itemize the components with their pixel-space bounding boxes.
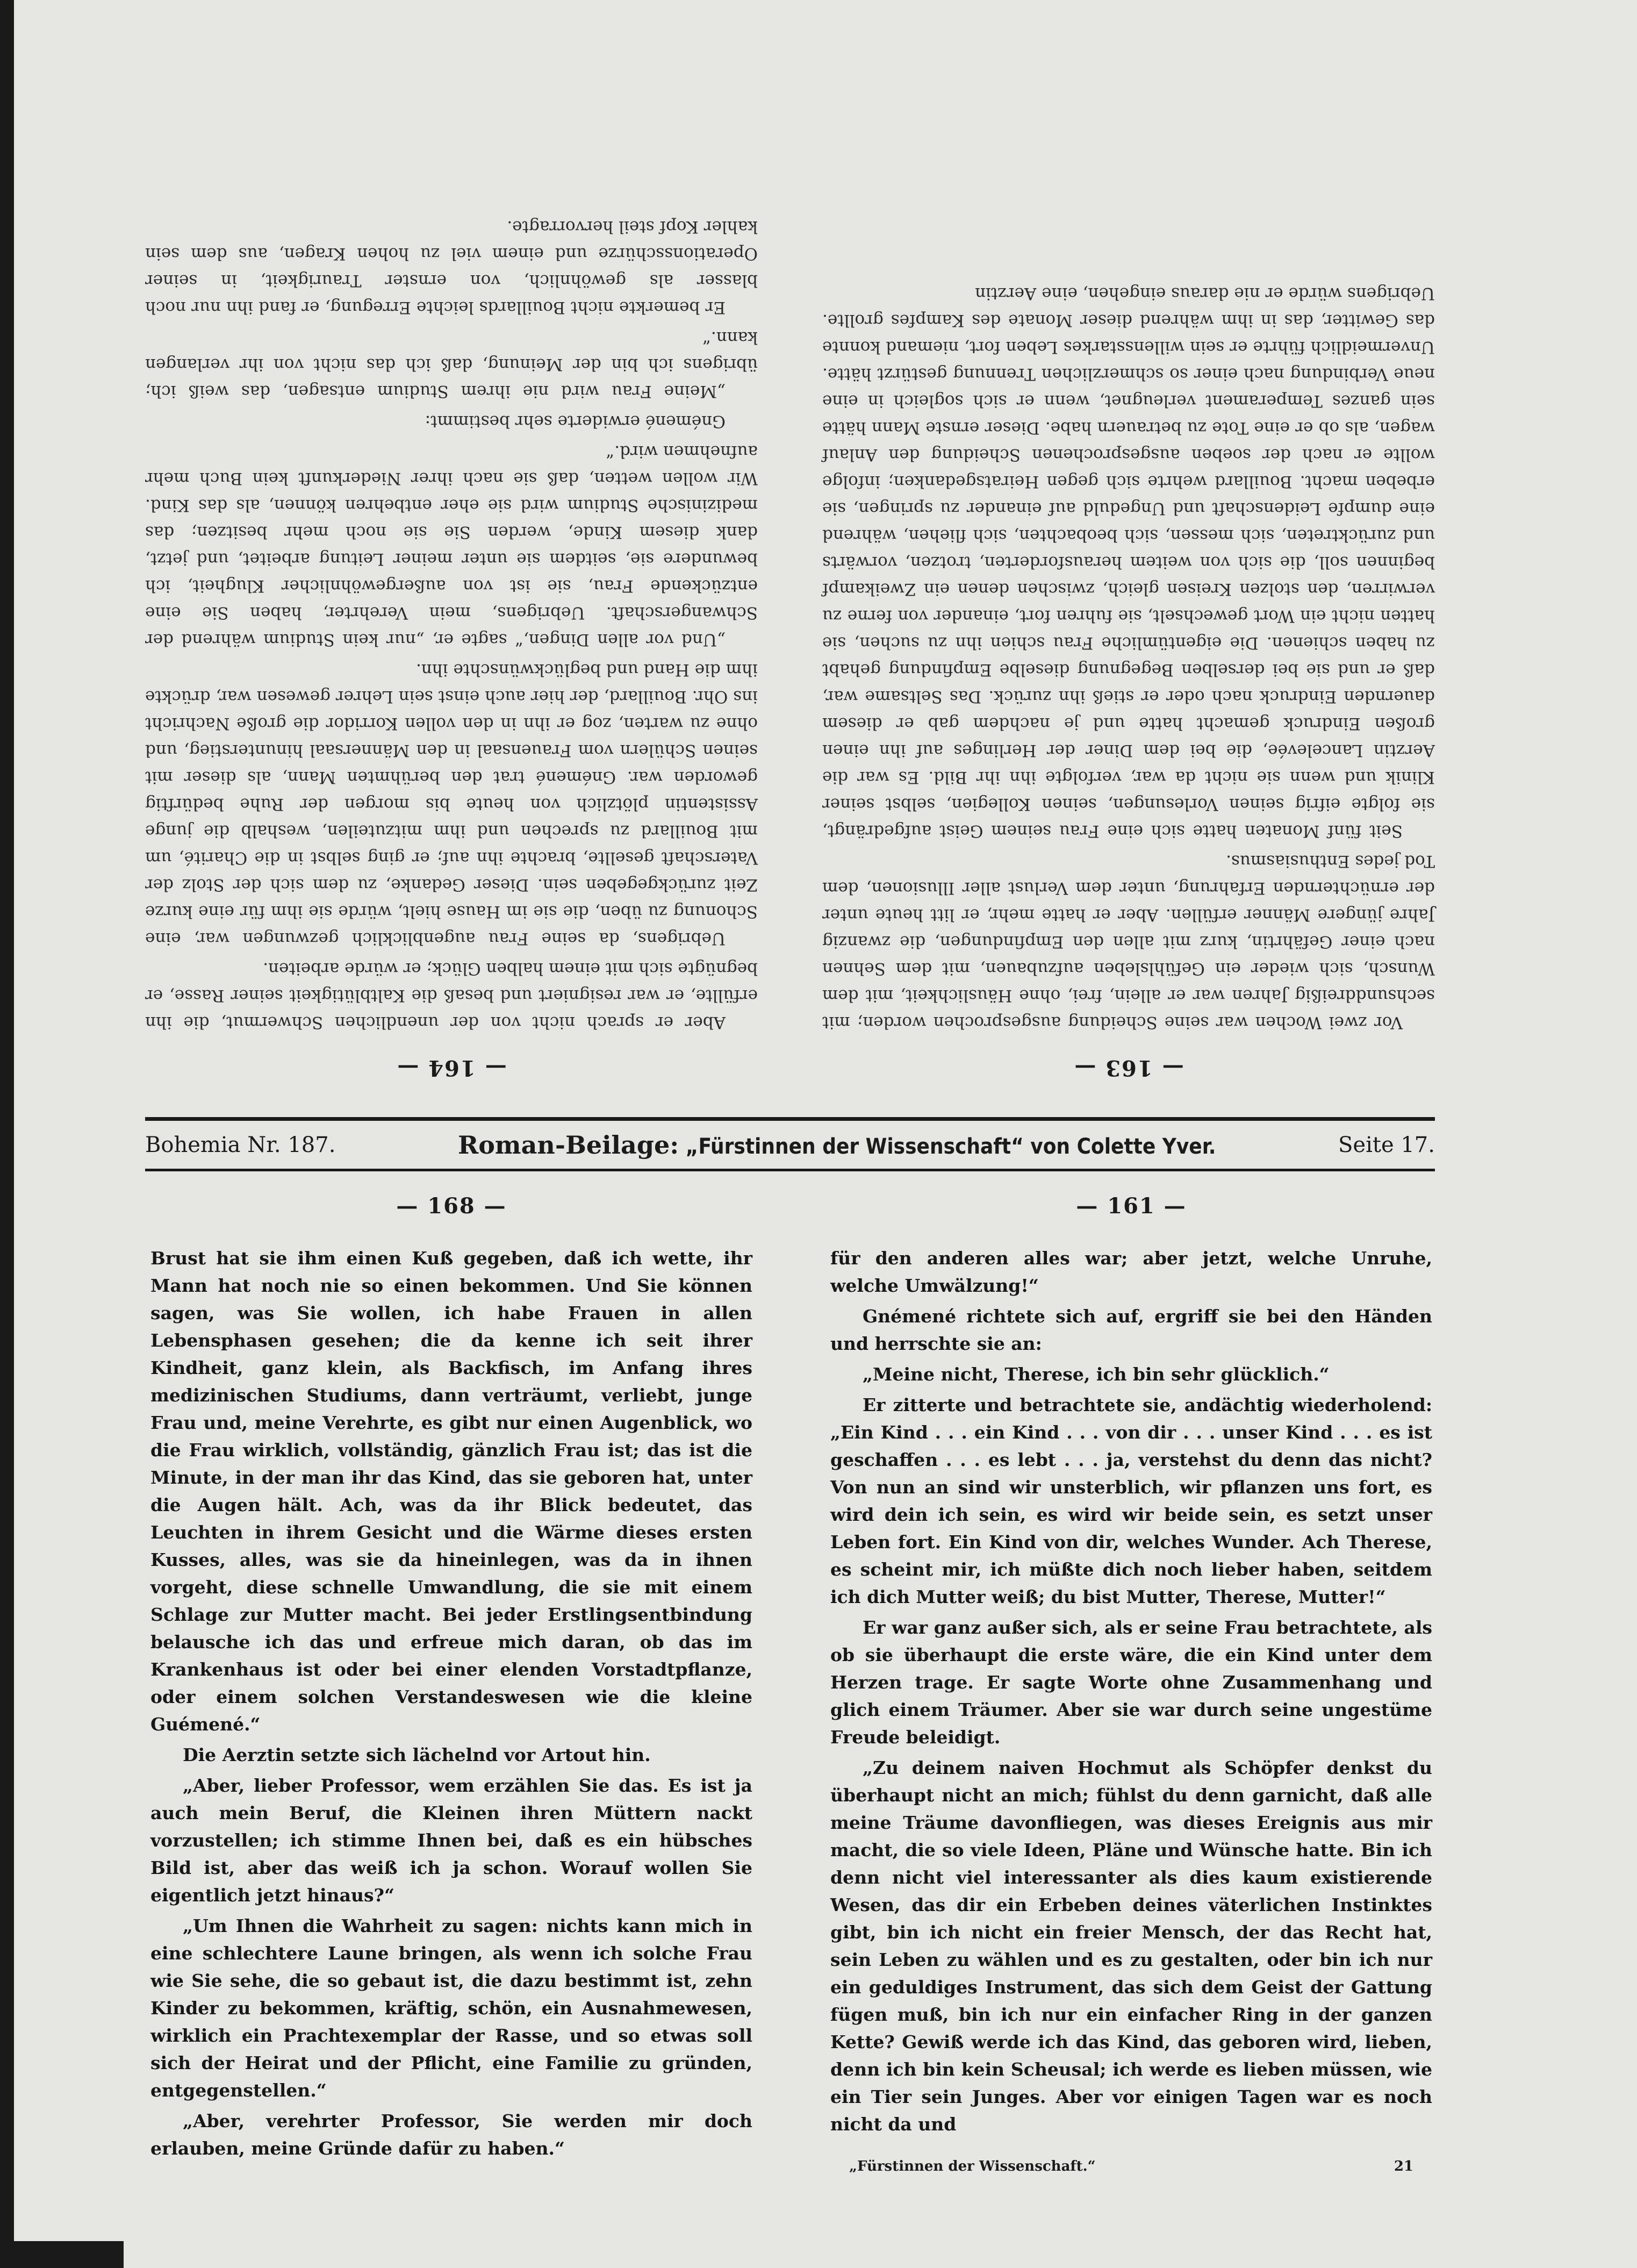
page-number: — 163 — bbox=[1073, 1055, 1184, 1081]
paragraph: Brust hat sie ihm einen Kuß gegeben, daß ich wette, ihr Mann hat noch nie so einen bekommen. Und Sie können sagen, was Sie wollen, ich habe Frauen in allen Lebensphasen gesehen; die da kenne ich seit ihrer Kindheit, ganz klein, als Backfisch, im Anfang ihres medizinischen Studiums, dann verträumt, verliebt, junge Frau und, meine Verehrte, es gibt nur einen Augenblick, wo die Frau wirklich, vollständig, gänzlich Frau ist; das ist die Minute, in der man ihr das Kind, das sie geboren hat, unter die Augen hält. Ach, was da ihr Blick bedeutet, das Leuchten in ihrem Gesicht und die Wärme dieses ersten Kusses, alles, was sie da hineinlegen, was da in ihnen vorgeht, diese schnelle Umwandlung, die sie mit einem Schlage zur Mutter macht. Bei jeder Erstlingsentbindung belausche ich das und erfreue mich daran, ob das im Krankenhaus ist oder bei einer elenden Vorstadtpflanze, oder einem solchen Verstandeswesen wie die kleine Guémené.“ bbox=[150, 1248, 752, 1735]
paragraph: „Und vor allen Dingen,“ sagte er, „nur kein Studium während der Schwangerschaft. Uebrigens, mein Verehrter, haben Sie eine entzückende Frau, sie ist von außergewöhnlicher Klugheit, ich bewundere sie, seitdem sie unter meiner Leitung arbeitet, und jetzt, dank diesem Kinde, werden Sie sie noch mehr besitzen; das medizinische Studium wird sie eher entbehren können, als das Kind. Wir wollen wetten, daß sie nach ihrer Niederkunft kein Buch mehr aufnehmen wird.“ bbox=[145, 442, 758, 649]
paragraph: Er war ganz außer sich, als er seine Frau betrachtete, als ob sie überhaupt die erste wäre, die ein Kind unter dem Herzen trage. Er sagte Worte ohne Zusammenhang und glich einem Träumer. Aber sie war durch seine ungestüme Freude beleidigt. bbox=[830, 1617, 1432, 1748]
upside-down-section bbox=[145, 70, 1435, 1081]
paragraph: „Aber, lieber Professor, wem erzählen Sie das. Es ist ja auch mein Beruf, die Kleinen ihren Müttern nackt vorzustellen; ich stimme Ihnen bei, daß es ein hübsches Bild ist, aber das weiß ich ja schon. Worauf wollen Sie eigentlich jetzt hinaus?“ bbox=[150, 1775, 752, 1906]
issue-label: Bohemia Nr. 187. bbox=[145, 1133, 336, 1157]
paragraph: Er bemerkte nicht Bouillards leichte Erregung, er fand ihn nur noch blasser als gewöhnlich, von ernster Traurigkeit, in seiner Operationsschürze und einem viel zu hohen Kragen, aus dem sein kahler Kopf steil hervorragte. bbox=[145, 217, 758, 317]
column-text bbox=[145, 213, 758, 1036]
paragraph: Gnémené richtete sich auf, ergriff sie bei den Händen und herrschte sie an: bbox=[830, 1306, 1432, 1354]
paragraph: Seit fünf Monaten hatte sich eine Frau seinem Geist aufgedrängt, sie folgte eifrig seinen Vorlesungen, seinen Kollegien, selbst seiner Klinik und wenn sie nicht da war, verfolgte ihn ihr Bild. Es war die Aerztin Lancelevée, die bei dem Diner der Herlinges auf ihn einen großen Eindruck gemacht hatte und je nachdem gab er diesem dauernden Eindruck nach oder er stieß ihn zurück. Das Seltsame war, daß er und sie bei derselben Begegnung dieselbe Empfindung gehabt zu haben schienen. Die eigentümliche Frau schien ihn zu suchen, sie hatten nicht ein Wort gewechselt, sie fuhren fort, einander von ferne zu verwirren, den stolzen Kreisen gleich, zwischen denen ein Zweikampf beginnen soll, die sich von weitem herausforderten, trotzen, vorwärts und zurücktreten, sich messen, sich beobachten, sich fliehen, während eine dumpfe Leidenschaft und Ungeduld auf einander zu springen, sie erbeben macht. Bouillard wehrte sich gegen Heiratsgedanken; infolge wollte er nach der soeben ausgesprochenen Scheidung den Anlauf wagen, als ob er eine Tote zu betrauern habe. Dieser ernste Mann hätte sein ganzes Temperament verleugnet, wenn er sich sogleich in eine neue Verbindung nach einer so schmerzlichen Trennung gestürzt hätte. Unvermeidlich führte er sein willensstarkes Leben fort, niemand konnte das Gewitter, das in ihm während dieser Monate des Kampfes grollte. Uebrigens würde er nie daraus eingehen, eine Aerztin bbox=[822, 284, 1435, 841]
upper-left-column bbox=[822, 70, 1435, 1081]
header-rule-top bbox=[145, 1117, 1435, 1121]
newspaper-page bbox=[145, 70, 1435, 2177]
supplement-title bbox=[458, 1131, 1216, 1160]
page-footer bbox=[833, 2156, 1430, 2177]
paragraph: Die Aerztin setzte sich lächelnd vor Artout hin. bbox=[183, 1744, 651, 1765]
paragraph: „Aber, verehrter Professor, Sie werden mir doch erlauben, meine Gründe dafür zu haben.“ bbox=[150, 2110, 752, 2159]
footer-signature: „Fürstinnen der Wissenschaft.“ bbox=[849, 2158, 1096, 2174]
sheet-number: 21 bbox=[1394, 2158, 1413, 2174]
paragraph: Er zitterte und betrachtete sie, andächtig wiederholend: „Ein Kind . . . ein Kind . . . von dir . . . unser Kind . . . es ist geschaffen . . . es lebt . . . ja, verstehst du denn das nicht? Von nun an sind wir unsterblich, wir pflanzen uns fort, es wird dein ich sein, es wird wir beide sein, es setzt unser Leben fort. Ein Kind von dir, welches Wunder. Ach Therese, es scheint mir, ich müßte dich noch lieber haben, seitdem ich dich Mutter weiß; du bist Mutter, Therese, Mutter!“ bbox=[830, 1394, 1432, 1607]
scan-edge-bottom bbox=[0, 2241, 124, 2268]
paragraph: Vor zwei Wochen war seine Scheidung ausgesprochen worden; mit sechsunddreißig Jahren war er allein, frei, ohne Häuslichkeit, mit dem Wunsch, sich wieder ein Gefühlsleben aufzubauen, mit dem Sehnen nach einer Gefährtin, kurz mit allen den Empfindungen, die zwanzig Jahre jüngere Männer erfüllen. Aber er hatte mehr, er litt heute unter der ernüchternden Erfahrung, unter dem Verlust aller Illusionen, dem Tod jedes Enthusiasmus. bbox=[822, 852, 1435, 1032]
page-number: — 168 — bbox=[396, 1193, 507, 1219]
column-text bbox=[150, 1244, 752, 2162]
paragraph: „Meine nicht, Therese, ich bin sehr glücklich.“ bbox=[863, 1364, 1330, 1385]
novel-title: „Fürstinnen der Wissenschaft“ von Colette Yver. bbox=[685, 1134, 1216, 1159]
paragraph: Uebrigens, da seine Frau augenblicklich gezwungen war, eine Schonung zu üben, die sie im Hause hielt, würde sie ihm für eine kurze Zeit zurückgegeben sein. Dieser Gedanke, zu dem sich der Stolz der Vaterschaft gesellte, brachte ihn auf; er ging selbst in die Charité, um mit Bouillard zu sprechen und ihm mitzuteilen, weshalb die junge Assistentin plötzlich von heute bis morgen der Ruhe bedürftig geworden war. Gnémené trat den berühmten Mann, als dieser mit seinen Schülern vom Frauensaal in den Männersaal hinunterstieg, und ohne zu warten, zog er ihn in den vollen Korridor die große Nachricht ins Ohr. Bouillard, der hier auch einst sein Lehrer gewesen war, drückte ihm die Hand und beglückwünschte ihn. bbox=[145, 660, 758, 948]
page-number: — 164 — bbox=[396, 1055, 507, 1081]
page-number: — 161 — bbox=[1076, 1193, 1187, 1219]
paragraph: Aber er sprach nicht von der unendlichen Schwermut, die ihn erfüllte, er war resigniert und besaß die Kaltblütigkeit seiner Rasse, er begnügte sich mit einem halben Glück; er würde arbeiten. bbox=[145, 959, 758, 1032]
paragraph: „Um Ihnen die Wahrheit zu sagen: nichts kann mich in eine schlechtere Laune bringen, als wenn ich solche Frau wie Sie sehe, die so gebaut ist, die dazu bestimmt ist, zehn Kinder zu bekommen, kräftig, schön, ein Ausnahmewesen, wirklich ein Prachtexemplar der Rasse, und so etwas soll sich der Heirat und der Pflicht, eine Familie zu gründen, entgegenstellen.“ bbox=[150, 1915, 752, 2101]
supplement-label: Roman-Beilage: bbox=[458, 1131, 679, 1160]
paragraph: „Zu deinem naiven Hochmut als Schöpfer denkst du überhaupt nicht an mich; fühlst du denn garnicht, daß alle meine Träume davonfliegen, was dieses Ereignis aus mir macht, die so viele Ideen, Pläne und Wünsche hatte. Bin ich denn nicht viel interessanter als dies kaum existierende Wesen, das dir ein Erbeben deines väterlichen Instinktes gibt, bin ich nicht ein freier Mensch, der das Recht hat, sein Leben zu wählen und es zu gestalten, oder bin ich nur ein geduldiges Instrument, das sich dem Geist der Gattung fügen muß, bin ich nur ein einfacher Ring in der ganzen Kette? Gewiß werde ich das Kind, das geboren wird, lieben, denn ich bin kein Scheusal; ich werde es lieben müssen, wie ein Tier sein Junges. Aber vor einigen Tagen war es noch nicht da und bbox=[830, 1757, 1432, 2135]
page-label: Seite 17. bbox=[1338, 1133, 1435, 1157]
column-text bbox=[822, 280, 1435, 1036]
lower-right-column bbox=[830, 1193, 1432, 2138]
column-text bbox=[830, 1244, 1432, 2138]
upper-right-column bbox=[145, 70, 758, 1081]
scan-edge-left bbox=[0, 0, 14, 2268]
paragraph: „Meine Frau wird nie ihrem Studium entsagen, das weiß ich; übrigens ich bin der Meinung, daß ich das nicht von ihr verlangen kann.“ bbox=[145, 328, 758, 401]
paragraph: Gnémené erwiderte sehr bestimmt: bbox=[425, 412, 726, 431]
paragraph: für den anderen alles war; aber jetzt, welche Unruhe, welche Umwälzung!“ bbox=[830, 1248, 1432, 1296]
running-header bbox=[145, 1129, 1435, 1161]
lower-left-column bbox=[150, 1193, 752, 2162]
header-band bbox=[145, 1117, 1435, 1176]
header-rule-bottom bbox=[145, 1169, 1435, 1171]
